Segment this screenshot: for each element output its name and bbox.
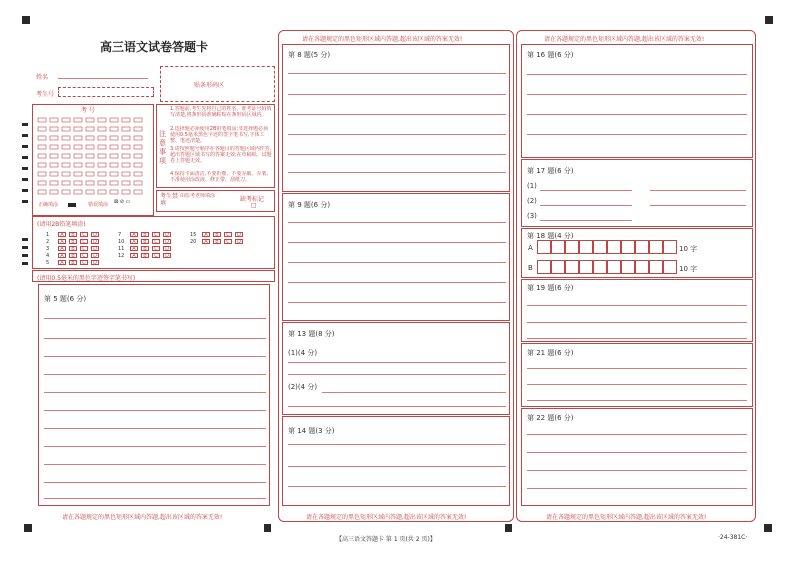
warning-bottom-1: 请在各题规定的黑色矩形区域内答题,超出该区域的答案无效!: [62, 514, 223, 521]
nonchoice-section: [32, 270, 275, 282]
q16-answer-box[interactable]: [521, 44, 753, 158]
choice-number: 20: [190, 239, 197, 245]
timing-mark: [22, 178, 28, 181]
paper-code: ·24-381C·: [718, 534, 748, 541]
absent-label-2: 缺考标记: [240, 196, 265, 203]
choice-bubble[interactable]: A: [130, 232, 138, 237]
corner-mark: [22, 16, 30, 24]
timing-mark: [22, 246, 28, 249]
q13-part-2: (2)(4 分): [288, 383, 318, 391]
q13-part-1: (1)(4 分): [288, 349, 318, 357]
char-cell[interactable]: [607, 240, 621, 254]
q19-title: 第 19 题(6 分): [527, 284, 574, 292]
choice-bubble[interactable]: C: [224, 232, 232, 237]
timing-mark: [22, 254, 28, 257]
q16-title: 第 16 题(6 分): [527, 51, 574, 59]
char-cell[interactable]: [607, 260, 621, 274]
choice-bubble[interactable]: B: [69, 260, 77, 265]
choice-bubble[interactable]: D: [163, 253, 171, 258]
q9-title: 第 9 题(6 分): [288, 201, 331, 209]
choice-bubble[interactable]: C: [152, 246, 160, 251]
corner-mark: [764, 524, 772, 532]
warning-top-2: 请在各题规定的黑色矩形区域内答题,超出该区域的答案无效!: [302, 36, 463, 43]
q17-title: 第 17 题(6 分): [527, 167, 574, 175]
char-cell[interactable]: [649, 260, 663, 274]
char-cell[interactable]: [579, 260, 593, 274]
choice-number: 12: [118, 253, 125, 259]
char-cell[interactable]: [621, 240, 635, 254]
choice-bubble[interactable]: D: [91, 246, 99, 251]
choice-bubble[interactable]: B: [69, 253, 77, 258]
absent-note: 由监考老师填涂: [180, 193, 216, 199]
choice-bubble[interactable]: C: [80, 239, 88, 244]
char-cell[interactable]: [537, 260, 551, 274]
choice-bubble[interactable]: C: [152, 253, 160, 258]
barcode-area: [160, 66, 275, 102]
choice-bubble[interactable]: A: [202, 232, 210, 237]
wrong-fill-sample: ⊠ ⊘ ▭: [114, 199, 131, 205]
char-cell[interactable]: [649, 240, 663, 254]
exam-no-label: 考生号: [36, 91, 55, 98]
seat-label: 考 号: [81, 107, 95, 114]
page-footer: 【高三语文答题卡 第 1 页(共 2 页)】: [336, 536, 436, 543]
notes-line-4: 4.保持卡面清洁,不要折叠、不要弄破、弄皱,不准使用涂改液、修正带、刮纸刀。: [170, 171, 268, 183]
q18-grid-a[interactable]: [537, 240, 677, 254]
exam-no-field[interactable]: [58, 87, 154, 97]
q13-title: 第 13 题(8 分): [288, 330, 335, 338]
choice-bubble[interactable]: B: [69, 232, 77, 237]
q5-title: 第 5 题(6 分): [44, 295, 87, 303]
fill-legend-wrong: 错误填涂: [88, 202, 109, 208]
choice-bubble[interactable]: D: [235, 232, 243, 237]
choice-bubble[interactable]: A: [58, 232, 66, 237]
choice-number: 10: [118, 239, 125, 245]
timing-mark: [22, 238, 28, 241]
choice-bubble[interactable]: D: [91, 253, 99, 258]
char-cell[interactable]: [593, 260, 607, 274]
choice-bubble[interactable]: B: [141, 253, 149, 258]
absent-checkbox[interactable]: □: [251, 202, 257, 209]
choice-bubble[interactable]: A: [58, 239, 66, 244]
choice-bubble[interactable]: A: [130, 253, 138, 258]
choice-bubble[interactable]: C: [224, 239, 232, 244]
choice-number: 3: [46, 246, 50, 252]
char-cell[interactable]: [635, 240, 649, 254]
notes-line-3: 3.请按照题号顺序在各题目的答题区域内作答,超出答题区域书写的答案无效;在草稿纸、试题卷上答题无效。: [170, 146, 272, 164]
corner-mark: [264, 524, 271, 532]
char-cell[interactable]: [537, 240, 551, 254]
q21-title: 第 21 题(6 分): [527, 349, 574, 357]
timing-mark: [22, 167, 28, 170]
choice-bubble[interactable]: C: [80, 232, 88, 237]
choice-bubble[interactable]: B: [213, 239, 221, 244]
q22-title: 第 22 题(6 分): [527, 414, 574, 422]
corner-mark: [24, 524, 32, 532]
choice-number: 5: [46, 260, 50, 266]
choice-bubble[interactable]: C: [80, 246, 88, 251]
fill-legend-correct: 正确填涂: [38, 202, 59, 208]
warning-top-3: 请在各题规定的黑色矩形区域内答题,超出该区域的答案无效!: [544, 36, 705, 43]
timing-mark: [22, 134, 28, 137]
choice-bubble[interactable]: D: [163, 246, 171, 251]
char-cell[interactable]: [551, 260, 565, 274]
name-field[interactable]: [58, 78, 148, 79]
timing-mark: [22, 123, 28, 126]
notes-label: 注意事项: [159, 130, 166, 165]
choice-bubble[interactable]: B: [141, 246, 149, 251]
timing-mark: [22, 156, 28, 159]
correct-fill-sample: [68, 203, 76, 207]
choice-bubble[interactable]: C: [152, 239, 160, 244]
choice-bubble[interactable]: A: [130, 239, 138, 244]
notes-line-1: 1.答题前,考生先将自己的姓名、准考证号码填写清楚,将条形码准确粘贴在条形码区域内。: [170, 106, 272, 118]
q18-label-a: A: [528, 244, 533, 252]
corner-mark: [505, 524, 512, 532]
choice-number: 15: [190, 232, 197, 238]
choice-number: 1: [46, 232, 50, 238]
choice-bubble[interactable]: D: [91, 239, 99, 244]
choice-bubble[interactable]: B: [69, 239, 77, 244]
choice-bubble[interactable]: D: [91, 232, 99, 237]
choice-number: 2: [46, 239, 50, 245]
warning-bottom-2: 请在各题规定的黑色矩形区域内答题,超出该区域的答案无效!: [306, 514, 467, 521]
choice-number: 7: [118, 232, 122, 238]
q18-title: 第 18 题(4 分): [527, 232, 574, 240]
choice-bubble[interactable]: A: [130, 246, 138, 251]
choice-header: (请用2B铅笔填涂): [37, 221, 86, 228]
char-cell[interactable]: [663, 240, 677, 254]
choice-grid: [46, 232, 266, 268]
q8-answer-box[interactable]: [282, 44, 510, 192]
corner-mark: [765, 16, 773, 24]
q8-title: 第 8 题(5 分): [288, 51, 331, 59]
char-cell[interactable]: [621, 260, 635, 274]
choice-number: 11: [118, 246, 125, 252]
choice-bubble[interactable]: B: [69, 246, 77, 251]
q17-part-2: (2): [527, 197, 537, 205]
char-cell[interactable]: [663, 260, 677, 274]
timing-mark: [22, 189, 28, 192]
choice-bubble[interactable]: B: [141, 232, 149, 237]
choice-bubble[interactable]: D: [163, 239, 171, 244]
q17-part-3: (3): [527, 212, 537, 220]
char-cell[interactable]: [565, 240, 579, 254]
notes-line-2: 2.选择题必须使用2B铅笔填涂;非选择题必须使用0.5毫米黑色字迹的签字笔书写,字体工整、笔迹清楚。: [170, 126, 269, 144]
q18-label-b: B: [528, 264, 533, 272]
absent-label-1: 考生禁填: [160, 193, 179, 207]
choice-bubble[interactable]: B: [213, 232, 221, 237]
warning-bottom-3: 请在各题规定的黑色矩形区域内答题,超出该区域的答案无效!: [546, 514, 707, 521]
choice-bubble[interactable]: A: [58, 246, 66, 251]
choice-bubble[interactable]: D: [235, 239, 243, 244]
choice-bubble[interactable]: A: [202, 239, 210, 244]
char-cell[interactable]: [579, 240, 593, 254]
timing-mark: [22, 262, 28, 265]
choice-bubble[interactable]: A: [58, 260, 66, 265]
char-cell[interactable]: [551, 240, 565, 254]
choice-bubble[interactable]: B: [141, 239, 149, 244]
choice-number: 4: [46, 253, 50, 259]
q18-unit-b: 10 字: [679, 265, 698, 273]
page-title: 高三语文试卷答题卡: [100, 40, 209, 54]
nonchoice-header: (请用0.5毫米的黑色字迹签字笔书写): [37, 275, 136, 282]
char-cell[interactable]: [593, 240, 607, 254]
choice-bubble[interactable]: C: [152, 232, 160, 237]
char-cell[interactable]: [635, 260, 649, 274]
choice-bubble[interactable]: A: [58, 253, 66, 258]
q14-title: 第 14 题(3 分): [288, 427, 335, 435]
timing-mark: [22, 200, 28, 203]
timing-mark: [22, 145, 28, 148]
char-cell[interactable]: [565, 260, 579, 274]
choice-bubble[interactable]: D: [91, 260, 99, 265]
barcode-label: 贴条形码区: [194, 82, 225, 89]
q18-grid-b[interactable]: [537, 260, 677, 274]
choice-bubble[interactable]: C: [80, 260, 88, 265]
choice-bubble[interactable]: C: [80, 253, 88, 258]
choice-bubble[interactable]: D: [163, 232, 171, 237]
q17-part-1: (1): [527, 182, 537, 190]
seat-bubbles[interactable]: [36, 116, 152, 206]
name-label: 姓名: [36, 74, 49, 81]
q18-unit-a: 10 字: [679, 245, 698, 253]
